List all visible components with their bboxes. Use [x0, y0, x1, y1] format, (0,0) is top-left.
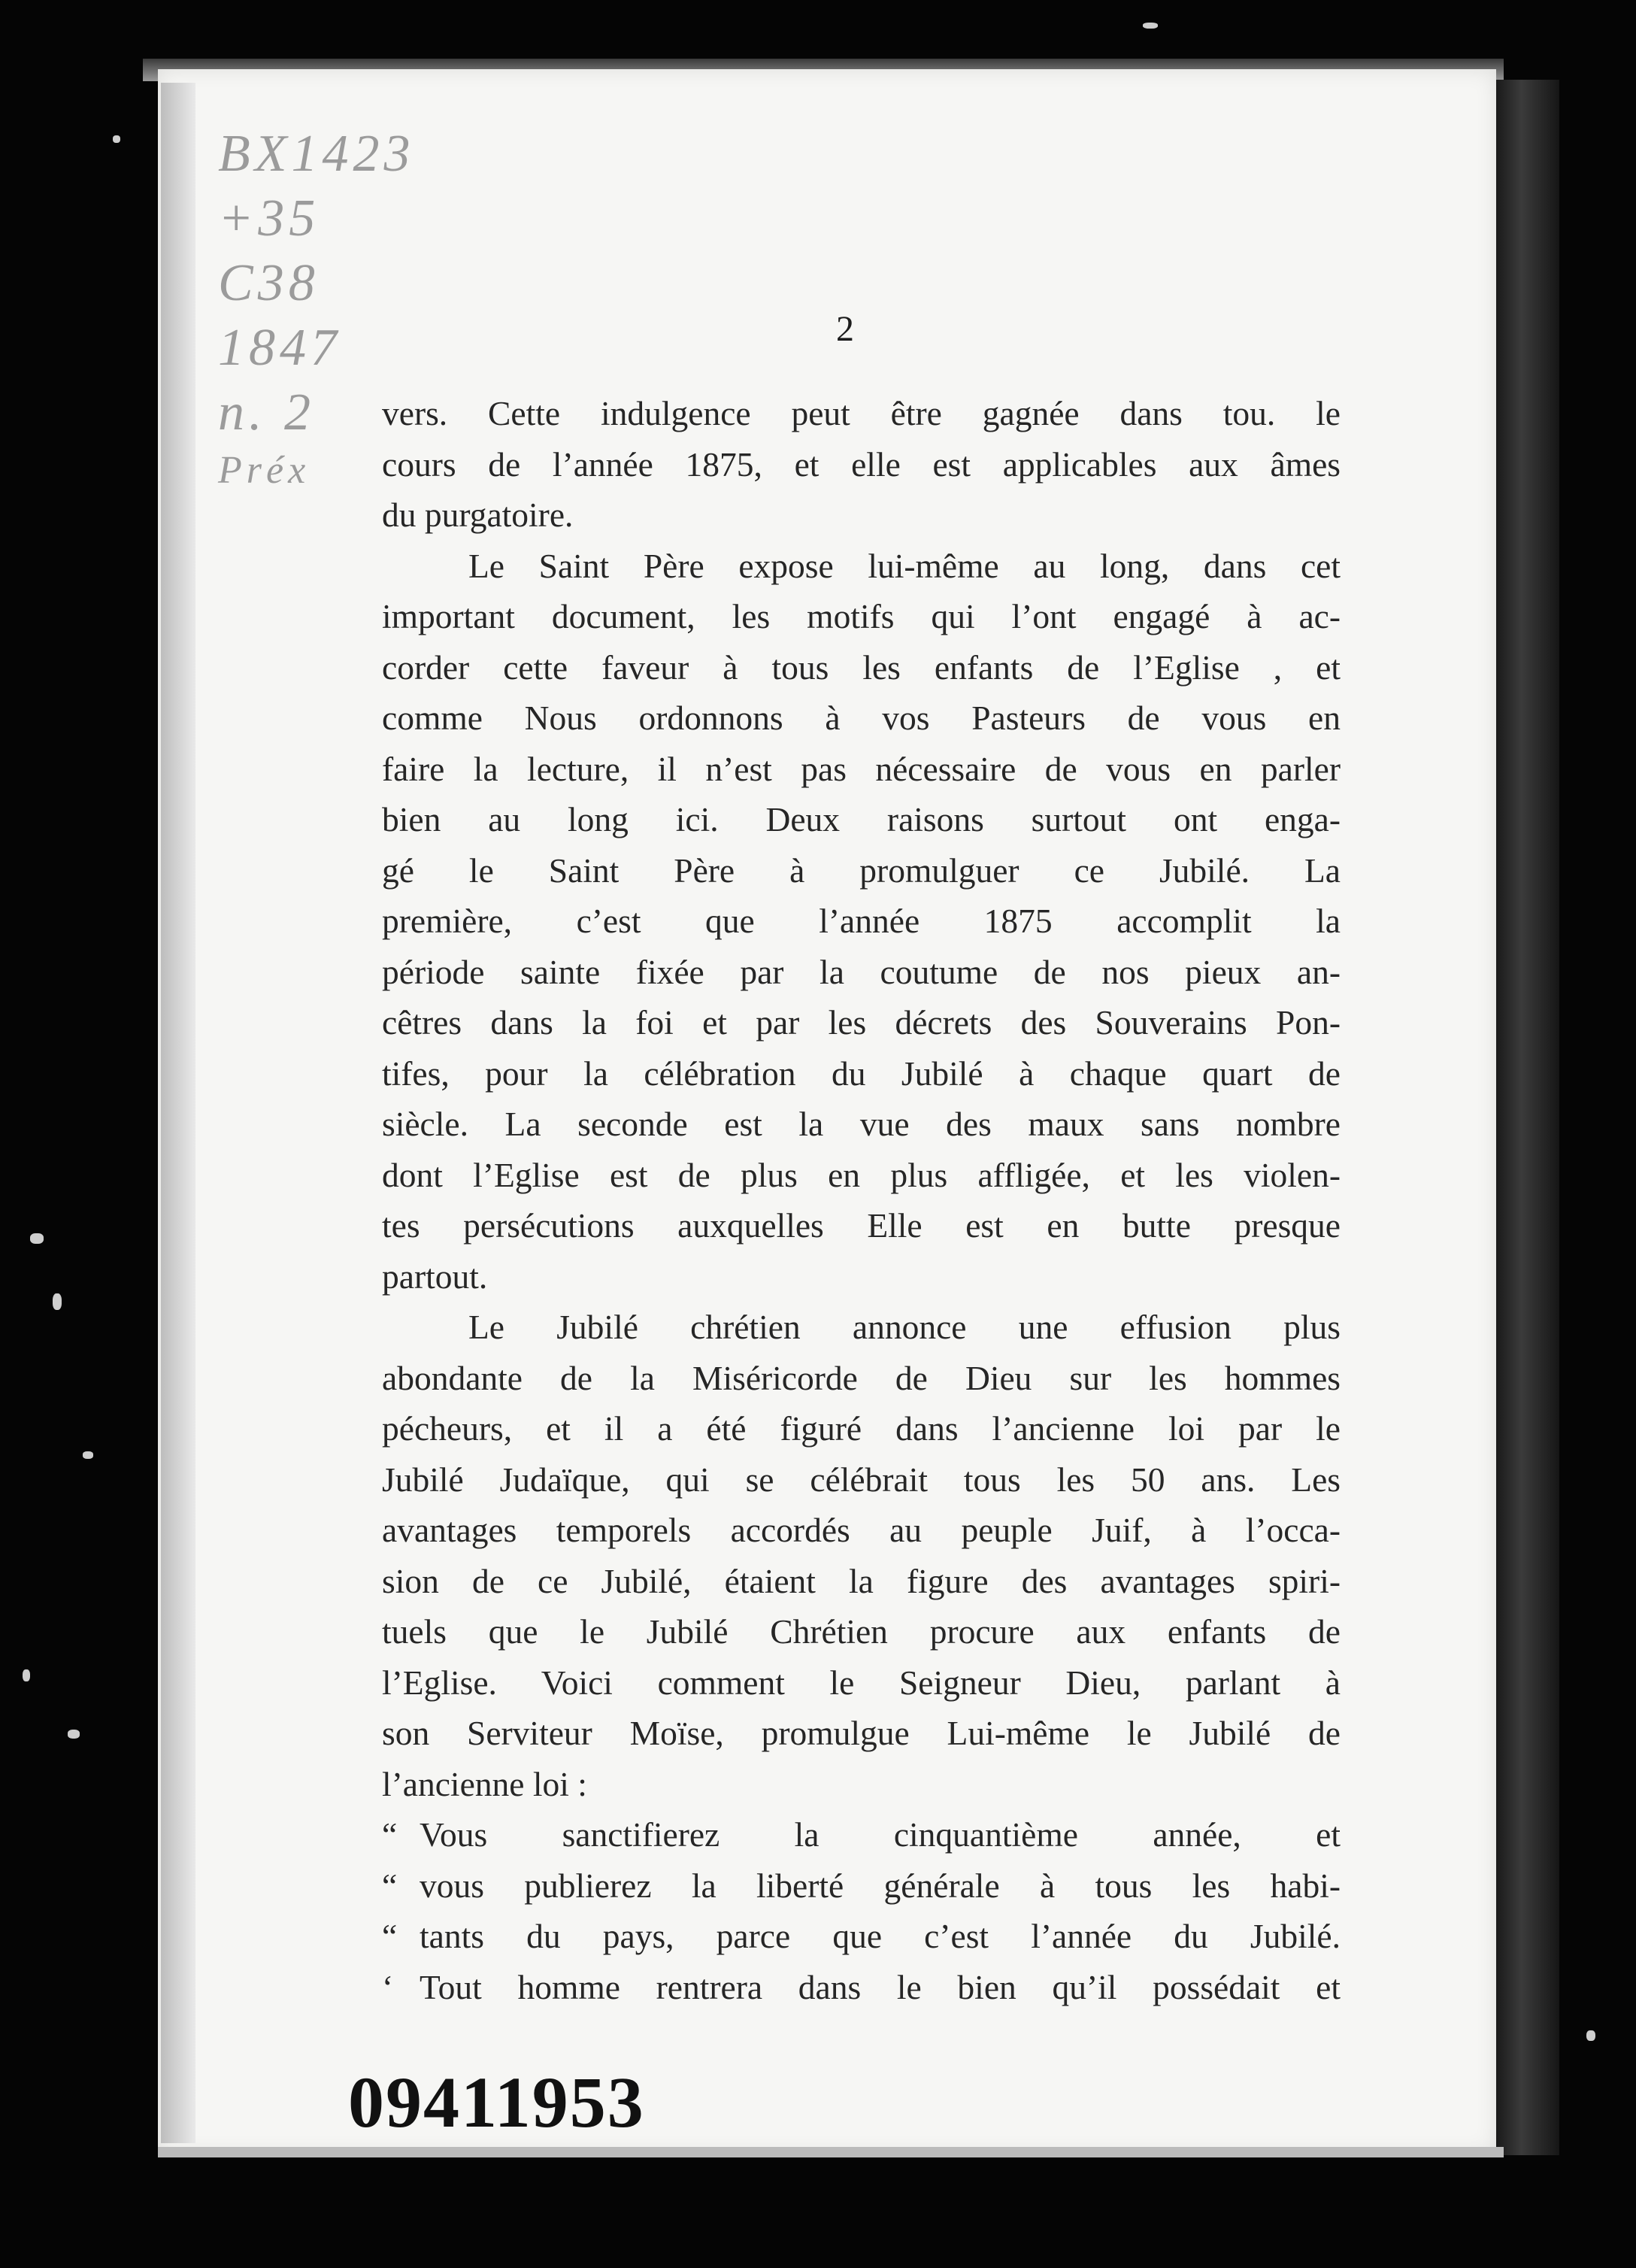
text-line-content: du purgatoire. [382, 496, 574, 534]
text-line-content: Vous sanctifierez la cinquantième année, et [420, 1815, 1341, 1854]
text-line-content: Jubilé Judaïque, qui se célébrait tous les 50 ans. Les [382, 1460, 1341, 1499]
page-number: 2 [836, 309, 854, 349]
text-line [382, 1657, 1341, 1709]
text-line [382, 1962, 1341, 2013]
text-line [382, 1860, 1341, 1912]
text-line [382, 1708, 1341, 1759]
scan-speck [1586, 2030, 1595, 2041]
text-line [382, 388, 1341, 439]
scan-speck [53, 1293, 62, 1310]
text-line [382, 1606, 1341, 1657]
text-line [382, 439, 1341, 490]
text-line-content: siècle. La seconde est la vue des maux sans nombre [382, 1105, 1341, 1143]
text-line-content: période sainte fixée par la coutume de nos pieux an- [382, 952, 1341, 991]
text-line [382, 1505, 1341, 1556]
text-line-content: l’ancienne loi : [382, 1764, 587, 1803]
text-line [382, 794, 1341, 845]
text-line-content: cours de l’année 1875, et elle est applicables aux âmes [382, 444, 1341, 484]
text-line [382, 1353, 1341, 1404]
text-line-content: important document, les motifs qui l’ont engagé à ac- [382, 597, 1341, 635]
text-line [382, 896, 1341, 947]
text-line-content: tants du pays, parce que c’est l’année du Jubilé. [420, 1917, 1341, 1955]
text-line-content: corder cette faveur à tous les enfants de l’Eglise , et [382, 647, 1341, 687]
page-left-binding-edge [161, 83, 195, 2143]
text-line-content: avantages temporels accordés au peuple Juif, à l’occa- [382, 1511, 1341, 1549]
scan-speck [23, 1669, 30, 1681]
catalog-line: C38 [218, 254, 320, 312]
text-line-content: abondante de la Miséricorde de Dieu sur les hommes [382, 1358, 1341, 1397]
text-line [382, 693, 1341, 744]
text-line [382, 642, 1341, 693]
text-line [382, 1759, 1341, 1810]
text-line-content: pécheurs, et il a été figuré dans l’ancienne loi par le [382, 1409, 1341, 1448]
body-text [382, 388, 1341, 2012]
text-line [382, 744, 1341, 795]
text-line [382, 1454, 1341, 1505]
text-line [382, 1099, 1341, 1150]
text-line-content: comme Nous ordonnons à vos Pasteurs de vous en [382, 699, 1341, 737]
text-line-content: partout. [382, 1257, 488, 1296]
text-line [382, 490, 1341, 541]
text-line-content: son Serviteur Moïse, promulgue Lui-même le Jubilé de [382, 1714, 1341, 1752]
barcode-number: 09411953 [348, 2062, 645, 2142]
catalog-line: Préx [218, 449, 311, 492]
text-line-content: vers. Cette indulgence peut être gagnée dans tou. le [382, 394, 1341, 432]
text-line [382, 1302, 1341, 1353]
text-line-content: gé le Saint Père à promulguer ce Jubilé. La [382, 850, 1341, 890]
scan-speck [1143, 23, 1158, 29]
text-line [382, 947, 1341, 998]
text-line [382, 1251, 1341, 1302]
text-line-content: dont l’Eglise est de plus en plus affligée, et les violen- [382, 1155, 1341, 1194]
text-line [382, 1150, 1341, 1201]
text-line [382, 591, 1341, 642]
text-line-content: bien au long ici. Deux raisons surtout ont enga- [382, 800, 1341, 838]
text-line-content: sion de ce Jubilé, étaient la figure des avantages spiri- [382, 1561, 1341, 1600]
text-line-content: cêtres dans la foi et par les décrets des Souverains Pon- [382, 1003, 1341, 1042]
text-line [382, 541, 1341, 592]
handwritten-catalog-note [218, 122, 415, 496]
quote-mark: ‘ [382, 1967, 394, 2006]
text-line [382, 1200, 1341, 1251]
text-line-content: vous publierez la liberté générale à tous les habi- [420, 1866, 1341, 1905]
text-line-content: faire la lecture, il n’est pas nécessaire de vous en parler [382, 749, 1341, 788]
text-line [382, 997, 1341, 1048]
text-line-content: l’Eglise. Voici comment le Seigneur Dieu, parlant à [382, 1663, 1341, 1702]
catalog-line: BX1423 [218, 125, 415, 183]
scan-speck [30, 1233, 44, 1244]
text-line [382, 1556, 1341, 1607]
text-line-content: tes persécutions auxquelles Elle est en butte presque [382, 1206, 1341, 1245]
page-right-shadow [1496, 80, 1559, 2155]
quote-mark: “ [382, 1917, 398, 1955]
catalog-line: 1847 [218, 319, 341, 377]
text-line-content: tifes, pour la célébration du Jubilé à chaque quart de [382, 1054, 1341, 1093]
page-bottom-edge [158, 2147, 1504, 2157]
scan-speck [113, 135, 120, 143]
catalog-line: +35 [218, 190, 320, 247]
text-line [382, 1911, 1341, 1962]
text-line [382, 1403, 1341, 1454]
text-line [382, 1048, 1341, 1099]
text-line-content: première, c’est que l’année 1875 accomplit la [382, 902, 1341, 940]
text-line-content: Tout homme rentrera dans le bien qu’il possédait et [420, 1967, 1341, 2006]
quote-mark: “ [382, 1815, 398, 1854]
scan-speck [68, 1730, 80, 1739]
catalog-line: n. 2 [218, 384, 315, 441]
quote-mark: “ [382, 1866, 398, 1905]
text-line [382, 1809, 1341, 1860]
text-line-content: tuels que le Jubilé Chrétien procure aux enfants de [382, 1612, 1341, 1651]
text-line [382, 845, 1341, 896]
text-line-content: Le Jubilé chrétien annonce une effusion plus [468, 1308, 1341, 1346]
text-line-content: Le Saint Père expose lui-même au long, dans cet [468, 546, 1341, 585]
scan-speck [83, 1451, 93, 1459]
